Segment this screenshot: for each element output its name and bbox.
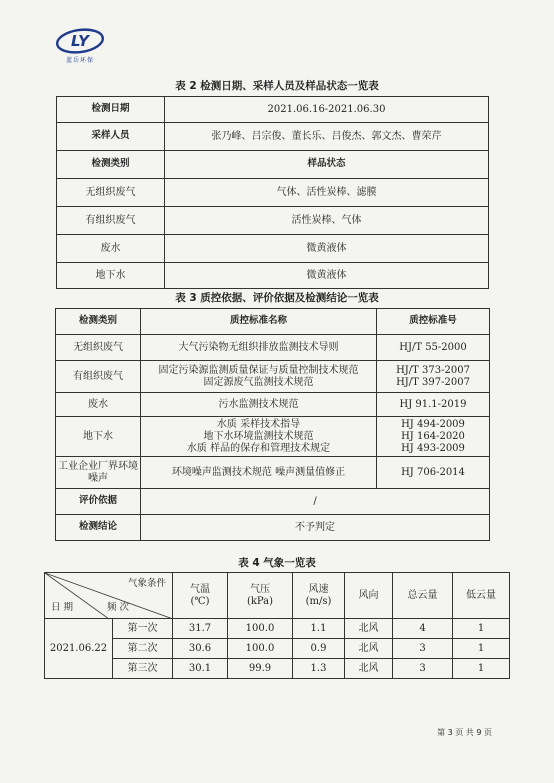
standard-code: HJ 494-2009	[401, 418, 465, 430]
table2-label: 检测类别	[57, 151, 165, 179]
table3-header-row	[56, 309, 490, 335]
standard-name: 大气污染物无组织排放监测技术导则	[178, 341, 339, 353]
standard-code: HJ 706-2014	[401, 466, 465, 478]
standard-name: 水质 样品的保存和管理技术规定	[186, 442, 331, 454]
table4-dir: 北风	[345, 639, 393, 659]
table2-value: 张乃峰、吕宗俊、董长乐、吕俊杰、郭文杰、曹荣芹	[165, 123, 489, 151]
table3-header: 质控标准号	[377, 309, 490, 335]
table3-row	[56, 457, 490, 489]
corner-bottom-left: 日 期	[51, 602, 74, 614]
table3-caption: 表 3 质控依据、评价依据及检测结论一览表	[175, 292, 379, 304]
table4-freq: 第三次	[113, 659, 173, 679]
table4-dir: 北风	[345, 659, 393, 679]
table2-row	[57, 97, 489, 123]
table3-row	[56, 361, 490, 393]
table2-label: 采样人员	[57, 123, 165, 151]
table2-label: 无组织废气	[57, 179, 165, 207]
table4-weather	[44, 572, 510, 679]
table3-conclusion-row	[56, 515, 490, 541]
table3-category: 废水	[56, 393, 141, 417]
table2-label: 检测日期	[57, 97, 165, 123]
table2-caption: 表 2 检测日期、采样人员及样品状态一览表	[175, 80, 379, 92]
standard-code: HJ/T 397-2007	[396, 376, 470, 388]
table4-temp: 31.7	[173, 619, 228, 639]
standard-code: HJ 91.1-2019	[399, 398, 467, 410]
table4-low: 1	[453, 659, 510, 679]
table3-evaluation-label: 评价依据	[56, 489, 141, 515]
table4-total: 3	[393, 639, 453, 659]
table2-value: 样品状态	[165, 151, 489, 179]
standard-code: HJ/T 373-2007	[396, 364, 470, 376]
table2-row	[57, 179, 489, 207]
table2-row	[57, 235, 489, 263]
standard-name: 固定源废气监测技术规范	[203, 376, 314, 388]
table2-label: 有组织废气	[57, 207, 165, 235]
table2-label: 废水	[57, 235, 165, 263]
table4-wind: 1.3	[293, 659, 345, 679]
table4-pressure: 100.0	[228, 619, 293, 639]
standard-name: 水质 采样技术指导	[216, 418, 301, 430]
table2-row	[57, 263, 489, 289]
ly-logo-icon	[55, 28, 105, 54]
table4-header: 总云量	[393, 573, 453, 619]
table3-standard-codes	[377, 335, 490, 361]
table3-standard-codes	[377, 393, 490, 417]
table2-value: 2021.06.16-2021.06.30	[165, 97, 489, 123]
table2-row	[57, 151, 489, 179]
table4-temp: 30.6	[173, 639, 228, 659]
table2-value: 微黄液体	[165, 235, 489, 263]
table4-row	[45, 639, 510, 659]
table4-row	[45, 659, 510, 679]
table3-category: 无组织废气	[56, 335, 141, 361]
standard-name: 污水监测技术规范	[218, 398, 299, 410]
table4-header-row	[45, 573, 510, 619]
table4-low: 1	[453, 619, 510, 639]
table2-row	[57, 207, 489, 235]
table4-dir: 北风	[345, 619, 393, 639]
table2-value: 活性炭棒、气体	[165, 207, 489, 235]
standard-name: 环境噪声监测技术规范 噪声测量值修正	[171, 466, 346, 478]
table3-conclusion-value: 不予判定	[141, 515, 490, 541]
table4-pressure: 100.0	[228, 639, 293, 659]
table3-header: 质控标准名称	[141, 309, 377, 335]
table4-header: 气压 (kPa)	[228, 573, 293, 619]
standard-name: 固定污染源监测质量保证与质量控制技术规范	[158, 364, 359, 376]
corner-bottom-mid: 频 次	[107, 602, 130, 614]
table4-wind: 0.9	[293, 639, 345, 659]
table4-freq: 第一次	[113, 619, 173, 639]
table3-header: 检测类别	[56, 309, 141, 335]
table3-row	[56, 417, 490, 457]
table4-header: 风速 (m/s)	[293, 573, 345, 619]
table3-category: 工业企业厂界环境噪声	[56, 457, 141, 489]
table4-low: 1	[453, 639, 510, 659]
table4-row	[45, 619, 510, 639]
table3-standard-names	[141, 335, 377, 361]
table2-value: 微黄液体	[165, 263, 489, 289]
table4-corner-cell	[45, 573, 173, 619]
logo-text: 蓝岳环保	[65, 57, 94, 64]
table3-row	[56, 393, 490, 417]
table3-standard-codes	[377, 417, 490, 457]
table4-total: 3	[393, 659, 453, 679]
table4-header: 气温 (℃)	[173, 573, 228, 619]
table3-standard-names	[141, 361, 377, 393]
standard-code: HJ/T 55-2000	[399, 341, 467, 353]
table3-conclusion-label: 检测结论	[56, 515, 141, 541]
standard-name: 地下水环境监测技术规范	[203, 430, 314, 442]
table4-temp: 30.1	[173, 659, 228, 679]
table2-value: 气体、活性炭棒、滤膜	[165, 179, 489, 207]
table4-wind: 1.1	[293, 619, 345, 639]
table3-standard-codes	[377, 361, 490, 393]
logo-mark: LY	[70, 32, 90, 50]
table4-freq: 第二次	[113, 639, 173, 659]
table2-row	[57, 123, 489, 151]
table4-header: 低云量	[453, 573, 510, 619]
table3-quality-control	[55, 308, 490, 541]
table3-evaluation-value: /	[141, 489, 490, 515]
table3-standard-codes	[377, 457, 490, 489]
table3-standard-names	[141, 393, 377, 417]
standard-code: HJ 164-2020	[401, 430, 465, 442]
table3-row	[56, 335, 490, 361]
corner-top: 气象条件	[127, 578, 166, 589]
table4-header: 风向	[345, 573, 393, 619]
table4-total: 4	[393, 619, 453, 639]
page-number: 第 3 页 共 9 页	[437, 728, 492, 737]
table3-category: 有组织废气	[56, 361, 141, 393]
table2-sampling-info	[56, 96, 489, 289]
table2-label: 地下水	[57, 263, 165, 289]
standard-code: HJ 493-2009	[401, 442, 465, 454]
table3-evaluation-row	[56, 489, 490, 515]
table4-pressure: 99.9	[228, 659, 293, 679]
table3-standard-names	[141, 417, 377, 457]
table4-caption: 表 4 气象一览表	[238, 557, 316, 569]
table4-date: 2021.06.22	[45, 619, 113, 679]
table3-category: 地下水	[56, 417, 141, 457]
company-logo	[55, 28, 105, 64]
table3-standard-names	[141, 457, 377, 489]
